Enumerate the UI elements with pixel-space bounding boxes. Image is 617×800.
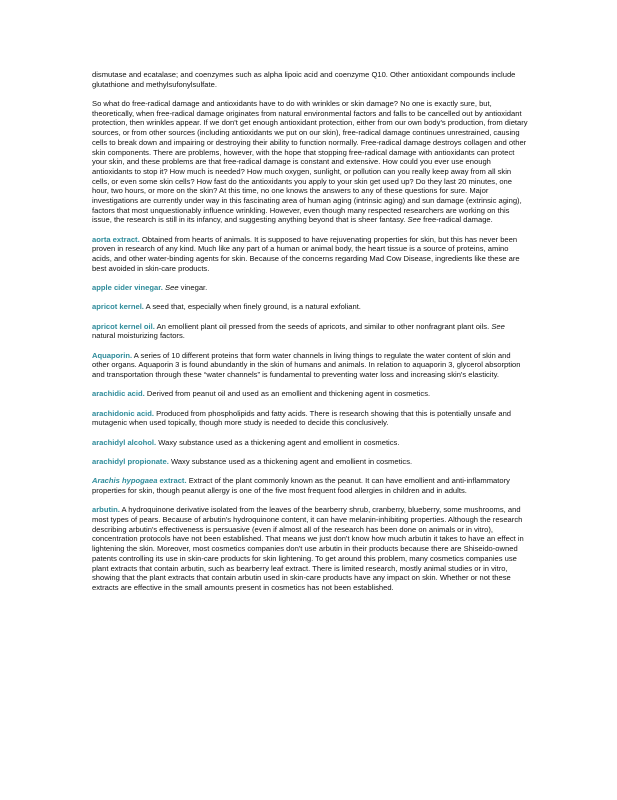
entry-term: apricot kernel oil. — [92, 321, 155, 331]
entry-arachis-hypogaea-extract — [92, 476, 528, 495]
document-page — [92, 70, 528, 602]
intro-text-1: dismutase and ecatalase; and coenzymes such as alpha lipoic acid and coenzyme Q10. Other antioxidant compounds include glutathione and methylsufonylsulfate. — [92, 70, 516, 89]
entry-term: aorta extract. — [92, 234, 140, 244]
entry-arachidic-acid — [92, 389, 528, 399]
entry-definition: Extract of the plant commonly known as the peanut. It can have emollient and anti-inflammatory properties for skin, though peanut allergy is one of the five most frequent food allergies in children and in adults. — [92, 476, 510, 496]
entry-arachidyl-propionate — [92, 457, 528, 467]
entry-term: arachidyl alcohol. — [92, 437, 157, 447]
entry-definition: A seed that, especially when finely ground, is a natural exfoliant. — [145, 302, 361, 312]
entry-apricot-kernel-oil — [92, 322, 528, 341]
entry-term: Aquaporin. — [92, 350, 133, 360]
entry-arachidyl-alcohol — [92, 438, 528, 448]
entry-term: arachidyl propionate. — [92, 457, 169, 467]
entry-definition: Produced from phospholipids and fatty acids. There is research showing that this is potentially unsafe and mutagenic when used topically, though more study is needed to decide this conclusively. — [92, 408, 512, 428]
intro-text-2: So what do free-radical damage and antioxidants have to do with wrinkles or skin damage? No one is exactly sure, but, theoretically, when free-radical damage originates from natural environmental factors and falls to be cancelled out by antioxidant protection, then wrinkles appear. If we don't get enough antioxidant protection, either from our own body's production, from dietary sources, or from other sources (including antioxidants we put on our skin), free-radical damage continues unrestrained, causing cells to break down and impairing or destroying their ability to function normally. Free-radical damage destroys collagen and other skin components. There are problems, however, with the hope that stopping free-radical damage with antioxidants can protect your skin, and these problems are that free-radical damage is constant and extensive. How could you ever use enough antioxidants to stop it? How much is needed? How much oxygen, sunlight, or pollution can you really keep away from all skin cells, or even some skin cells? How fast do the antioxidants you apply to your skin get used up? Do they last 20 minutes, one hour, two hours, or more on the skin? At this time, no one knows the answers to any of these questions for sure. Major investigations are currently under way in this fascinating area of human aging (intrinsic aging) and sun damage (extrinsic aging), factors that most unquestionably influence wrinkling. However, even though many respected researchers are working on this issue, the research is still in its infancy, and suggesting anything beyond that is sheer fantasy. — [92, 99, 528, 225]
entry-arachidonic-acid — [92, 409, 528, 428]
entry-term: apricot kernel. — [92, 302, 144, 312]
entry-definition: Derived from peanut oil and used as an emollient and thickening agent in cosmetics. — [146, 389, 431, 399]
see-label: See — [165, 283, 179, 293]
entry-aorta-extract — [92, 235, 528, 274]
entry-definition: Waxy substance used as a thickening agent and emollient in cosmetics. — [170, 457, 413, 467]
entry-arbutin — [92, 505, 528, 592]
see-reference: natural moisturizing factors. — [92, 331, 185, 341]
entry-apricot-kernel — [92, 302, 528, 312]
entry-term-italic: Arachis hypogaea — [92, 476, 158, 486]
intro-paragraph-1 — [92, 70, 528, 89]
intro-paragraph-2 — [92, 99, 528, 225]
see-label: See — [491, 321, 505, 331]
entry-definition: Obtained from hearts of animals. It is supposed to have rejuvenating properties for skin, but this has never been proven in research of any kind. Much like any part of a human or animal body, the heart tissue is a source of proteins, amino acids, and other water-binding agents for skin. Because of the concerns regarding Mad Cow Disease, ingredients like these are best avoided in skin-care products. — [92, 234, 520, 273]
entry-term: arachidonic acid. — [92, 408, 155, 418]
entry-apple-cider-vinegar — [92, 283, 528, 293]
entry-aquaporin — [92, 351, 528, 380]
entry-term: apple cider vinegar. — [92, 283, 163, 293]
entry-term: arbutin. — [92, 505, 120, 515]
entry-definition: A series of 10 different proteins that form water channels in living things to regulate the water content of skin and other organs. Aquaporin 3 is found abundantly in the skin of humans and animals. In relation to aquaporin 3, glycerol absorption and transportation through these “water channels” is fundamental to preventing water loss and increasing skin's elasticity. — [92, 350, 521, 380]
entry-term: extract. — [159, 476, 187, 486]
entry-definition: Waxy substance used as a thickening agent and emollient in cosmetics. — [158, 437, 400, 447]
entry-definition: An emollient plant oil pressed from the seeds of apricots, and similar to other nonfragrant plant oils. — [156, 321, 490, 331]
entry-definition: A hydroquinone derivative isolated from the leaves of the bearberry shrub, cranberry, blueberry, some mushrooms, and most types of pears. Because of arbutin's hydroquinone content, it can have melanin-inhibiting properties. Although the research describing arbutin's effectiveness is persuasive (even if almost all of the research has been done on animals or in vitro), concentration protocols have not been established. That means we just don't know how much arbutin it takes to have an effect in lightening the skin. Moreover, most cosmetics companies don't use arbutin in their products because there are Shiseido-owned patents controlling its use in skin-care products for skin lightening. To get around this problem, many cosmetics companies use plant extracts that contain arbutin, such as bearberry leaf extract. There is limited research, mostly animal studies or in vitro, showing that the plant extracts that contain arbutin used in skin-care products have any impact on skin. Whether or not these extracts are effective in the small amounts present in cosmetics has not been established. — [92, 505, 524, 592]
see-label: See — [407, 215, 421, 225]
entry-term: arachidic acid. — [92, 389, 145, 399]
see-reference: free-radical damage. — [423, 215, 493, 225]
see-reference: vinegar. — [180, 283, 208, 293]
